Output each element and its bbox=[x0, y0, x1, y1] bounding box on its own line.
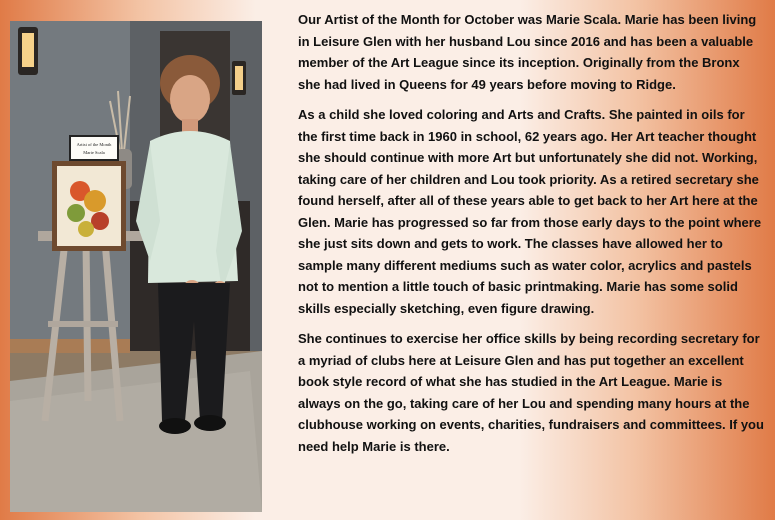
artist-photo bbox=[10, 21, 262, 512]
svg-text:Marie Scala: Marie Scala bbox=[83, 150, 105, 155]
svg-text:Artist of the Month: Artist of the Month bbox=[76, 142, 112, 147]
article-paragraph-activities: She continues to exercise her office skills by being recording secretary for a myriad of clubs here at Leisure Glen and has put together an excellent book style record of what she has studied in the Art League. Marie is always on the go, taking care of her Lou and spending many hours at the clubhouse working on events, charities, fundraisers and committees. If you need help Marie is there. bbox=[298, 331, 764, 454]
article-paragraph-intro: Our Artist of the Month for October was Marie Scala. Marie has been living in Leisure Glen with her husband Lou since 2016 and has been a valuable member of the Art League since its inception. Originally from the Bronx she had lived in Queens for 49 years before moving to Ridge. bbox=[298, 12, 757, 92]
article-paragraph-background: As a child she loved coloring and Arts and Crafts. She painted in oils for the first time back in 1960 in school, 62 years ago. Her Art teacher thought she should continue with more Art but unfortunately she did not. Working, taking care of her children and Lou took priority. As a retired secretary she found herself, after all of these years able to get back to her Art here at the Glen. Marie has progressed so far from those early days to the point where she just sits down and gets to work. The classes have allowed her to sample many different mediums such as water color, acrylics and pastels not to mention a little touch of basic printmaking. Marie has some solid skills especially sketching, even figure drawing. bbox=[298, 107, 762, 316]
artist-article bbox=[298, 9, 765, 466]
framed-painting bbox=[52, 161, 126, 251]
artist-of-month-sign bbox=[70, 136, 118, 160]
